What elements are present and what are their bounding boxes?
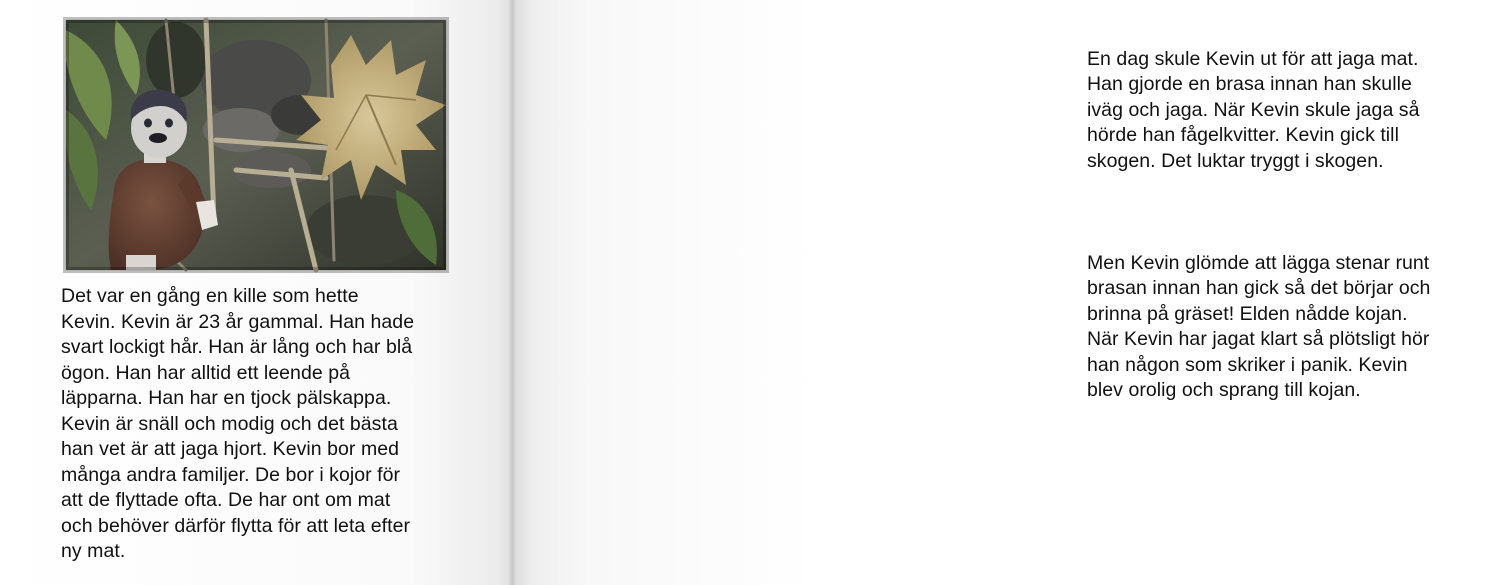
story-paragraph-right-2: Men Kevin glömde att lägga stenar runt brasan innan han gick så det börjar och brinna på gräset! Elden nådde kojan. När Kevin har jagat klart så plötsligt hör han någon som skriker i panik. Kevin blev orolig och sprang till kojan. <box>1087 251 1431 401</box>
story-illustration <box>66 20 446 270</box>
story-paragraph-right-1: En dag skule Kevin ut för att jaga mat. Han gjorde en brasa innan han skulle iväg och jaga. När Kevin skule jaga så hörde han fågelkvitter. Kevin gick till skogen. Det luktar tryggt i skogen. <box>1087 47 1420 172</box>
clay-figure-in-forest-photo-icon <box>66 20 446 270</box>
right-page <box>512 0 1431 585</box>
left-page <box>0 0 512 585</box>
story-text-right <box>1087 21 1497 429</box>
story-paragraph-left: Det var en gång en kille som hette Kevin. Kevin är 23 år gammal. Han hade svart lockigt hår. Han är lång och har blå ögon. Han har alltid ett leende på läpparna. Han har en tjock pälskappa. Kevin är snäll och modig och det bästa han vet är att jaga hjort. Kevin bor med många andra familjer. De bor i kojor för att de flyttade ofta. De har ont om mat och behöver därför flytta för att leta efter ny mat. <box>61 285 415 562</box>
paragraph-gap <box>1087 200 1497 226</box>
book-spine <box>509 0 515 585</box>
